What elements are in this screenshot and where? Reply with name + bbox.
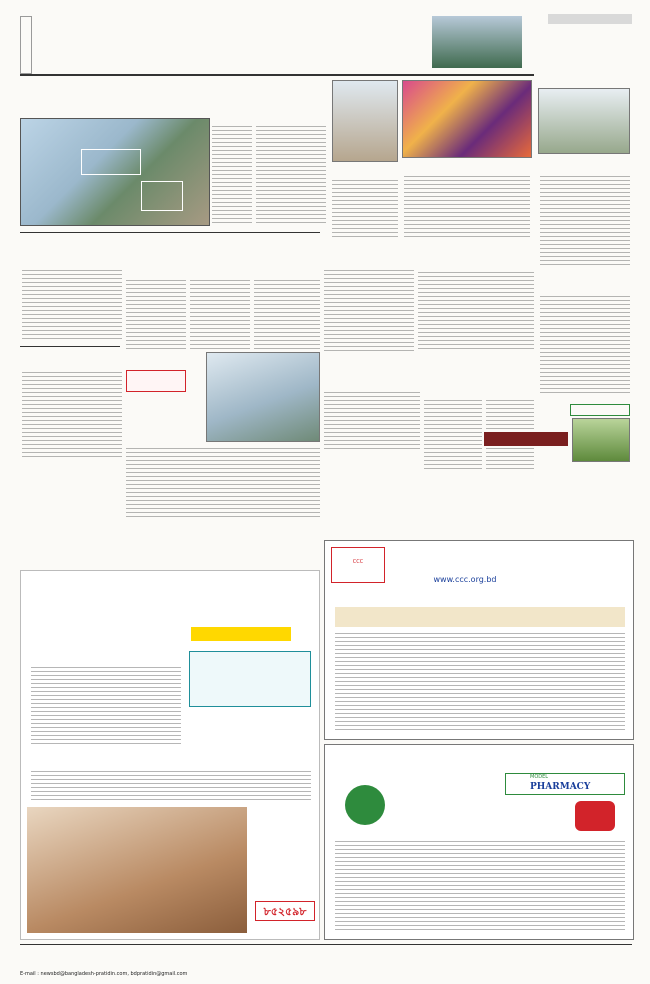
footer-imprint [20, 948, 632, 958]
lead-body-col2 [256, 126, 326, 226]
special-report-badge [126, 370, 186, 392]
advert-left-list [31, 771, 311, 801]
advert-left-text [31, 667, 181, 747]
medicine-icon [575, 801, 615, 831]
story-election-body-3 [254, 280, 320, 350]
newspaper-logo[interactable] [70, 24, 410, 66]
story-money-body [418, 272, 534, 352]
advert-left-house-image [27, 807, 247, 933]
advert-left-phone[interactable]: ৮৫২৫৯৮ [255, 901, 315, 921]
footer-contacts [20, 960, 632, 970]
rule-left-1 [20, 232, 320, 233]
story-ict-body [126, 448, 320, 518]
lead-photo-aerial [20, 118, 210, 226]
back-page-tag-label [548, 14, 632, 18]
story-election-body-1 [126, 280, 186, 350]
advert-left-badge [191, 627, 291, 641]
teaser-left-1-body [22, 270, 122, 340]
lead-headline[interactable] [22, 80, 322, 114]
masthead-side-tag [20, 16, 32, 74]
lead-photo-marker [81, 149, 141, 175]
story-arrest-body [324, 270, 414, 352]
story-nizam-body [22, 372, 122, 458]
footer-emails[interactable]: E-mail : newsbd@bangladesh-pratidin.com, bdpratidin@gmail.com [20, 971, 188, 977]
ccc-notice-body [335, 633, 625, 733]
ccc-notice [324, 540, 634, 740]
teaser-right-2-body [540, 296, 630, 396]
lead-photo-marker [141, 181, 183, 211]
pharmacy-notice-body [335, 841, 625, 931]
education-badge [484, 432, 568, 446]
photo-ict-city [206, 352, 320, 442]
photo-tourists [332, 80, 398, 162]
rule-left-2 [20, 346, 120, 347]
photo-holi-festival [402, 80, 532, 158]
advert-left-pricing [189, 651, 311, 707]
masthead-rule [20, 74, 534, 76]
teaser-middle-2-body [404, 176, 530, 240]
ccc-logo: CCC [331, 547, 385, 583]
advert-left[interactable] [20, 570, 320, 940]
teaser-right-1-body [540, 176, 630, 266]
footer-rule [20, 944, 632, 945]
government-seal-icon [345, 785, 385, 825]
ccc-website[interactable]: www.ccc.org.bd [433, 575, 497, 584]
lead-body-col1 [212, 126, 252, 226]
story-election-body-2 [190, 280, 250, 350]
pharmacy-logo [505, 773, 625, 795]
teaser-middle-1-body [332, 180, 398, 240]
pharmacy-logo-name: PHARMACY [530, 782, 591, 792]
photo-agri [572, 418, 630, 462]
ccc-notice-lead [335, 607, 625, 627]
photo-right-crowd [538, 88, 630, 154]
pharmacy-logo-top: MODEL [530, 774, 549, 780]
masthead-photo [432, 16, 522, 68]
story-flyover-body [324, 392, 420, 452]
pharmacy-notice [324, 744, 634, 940]
masthead [20, 16, 632, 72]
back-page-tag [548, 14, 632, 24]
krishi-tag [570, 404, 630, 416]
story-teachers-body-1 [424, 400, 482, 470]
